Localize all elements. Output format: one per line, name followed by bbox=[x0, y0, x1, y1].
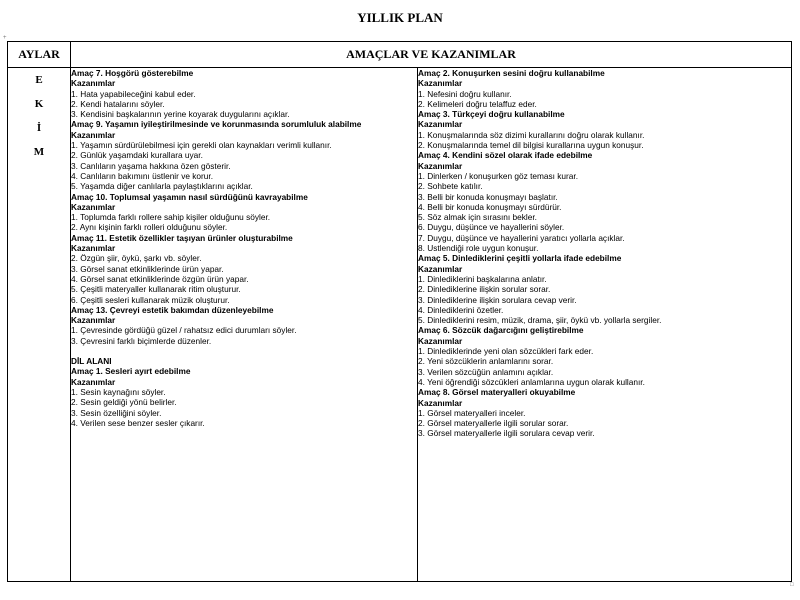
outcomes-label: Kazanımlar bbox=[418, 263, 463, 274]
outcomes-label: Kazanımlar bbox=[71, 78, 116, 89]
corner-mark-top-left: + bbox=[3, 35, 7, 41]
right-goals-column bbox=[418, 68, 792, 582]
outcome-item: 2. Kendi hatalarını söyler. bbox=[71, 98, 165, 109]
outcome-item: 5. Dinlediklerini resim, müzik, drama, şiir, öykü vb. yollarla sergiler. bbox=[418, 315, 662, 326]
corner-mark-bottom-right: □ bbox=[790, 582, 794, 588]
outcomes-label: Kazanımlar bbox=[71, 201, 116, 212]
outcomes-label: Kazanımlar bbox=[71, 315, 116, 326]
outcomes-label: Kazanımlar bbox=[71, 243, 116, 254]
outcome-item: 2. Günlük yaşamdaki kurallara uyar. bbox=[71, 150, 203, 161]
goal-block bbox=[418, 253, 791, 325]
outcome-item: 2. Sesin geldiği yönü belirler. bbox=[71, 397, 177, 408]
outcomes-label: Kazanımlar bbox=[71, 376, 116, 387]
outcome-item: 1. Dinlerken / konuşurken göz teması kurar. bbox=[418, 170, 579, 181]
outcome-item: 1. Yaşamın sürdürülebilmesi için gerekli olan kaynakları verimli kullanır. bbox=[71, 140, 332, 151]
outcomes-label: Kazanımlar bbox=[418, 397, 463, 408]
outcome-item: 1. Nefesini doğru kullanır. bbox=[418, 88, 512, 99]
outcome-item: 4. Yeni öğrendiği sözcükleri anlamlarına uygun olarak kullanır. bbox=[418, 376, 645, 387]
page-title: YILLIK PLAN bbox=[357, 10, 443, 25]
outcome-item: 3. Verilen sözcüğün anlamını açıklar. bbox=[418, 366, 554, 377]
outcome-item: 1. Toplumda farklı rollere sahip kişiler olduğunu söyler. bbox=[71, 212, 271, 223]
outcome-item: 1. Görsel materyalleri inceler. bbox=[418, 407, 526, 418]
outcome-item: 6. Duygu, düşünce ve hayallerini söyler. bbox=[418, 222, 565, 233]
goal-block bbox=[71, 68, 417, 119]
goal-title: Amaç 5. Dinlediklerini çeşitli yollarla ifade edebilme bbox=[418, 253, 622, 264]
outcome-item: 2. Görsel materyallerle ilgili sorular sorar. bbox=[418, 418, 569, 429]
goal-block bbox=[71, 192, 417, 233]
outcome-item: 3. Görsel materyallerle ilgili sorulara cevap verir. bbox=[418, 428, 595, 439]
content-row bbox=[8, 68, 792, 582]
goal-block bbox=[418, 387, 791, 438]
plan-table bbox=[7, 41, 792, 582]
outcome-item: 3. Canlıların yaşama hakkına özen gösterir. bbox=[71, 160, 231, 171]
outcome-item: 3. Dinlediklerine ilişkin sorulara cevap verir. bbox=[418, 294, 577, 305]
outcome-item: 3. Kendisini başkalarının yerine koyarak duygularını açıklar. bbox=[71, 109, 290, 120]
month-letter: E bbox=[35, 74, 43, 86]
outcome-item: 1. Çevresinde gördüğü güzel / rahatsız edici durumları söyler. bbox=[71, 325, 297, 336]
outcome-item: 1. Hata yapabileceğini kabul eder. bbox=[71, 88, 196, 99]
goal-title: Amaç 8. Görsel materyalleri okuyabilme bbox=[418, 387, 576, 398]
goal-block bbox=[71, 356, 417, 428]
outcome-item: 7. Duygu, düşünce ve hayallerini yaratıcı yollarla açıklar. bbox=[418, 232, 625, 243]
left-goals-column bbox=[71, 68, 418, 582]
goal-block bbox=[418, 68, 791, 109]
goal-title: Amaç 6. Sözcük dağarcığını geliştirebilme bbox=[418, 325, 584, 336]
goal-title: Amaç 10. Toplumsal yaşamın nasıl sürdüğünü kavrayabilme bbox=[71, 191, 308, 202]
month-letter: İ bbox=[36, 122, 42, 134]
goal-title: Amaç 13. Çevreyi estetik bakımdan düzenleyebilme bbox=[71, 304, 274, 315]
header-row bbox=[8, 42, 792, 68]
goal-title: Amaç 4. Kendini sözel olarak ifade edebilme bbox=[418, 150, 593, 161]
goal-block bbox=[418, 150, 791, 253]
outcome-item: 6. Çeşitli sesleri kullanarak müzik oluşturur. bbox=[71, 294, 230, 305]
months-header: AYLAR bbox=[8, 42, 71, 68]
outcome-item: 3. Sesin özelliğini söyler. bbox=[71, 407, 162, 418]
outcome-item: 8. Ustlendiği role uygun konuşur. bbox=[418, 243, 539, 254]
goals-header: AMAÇLAR VE KAZANIMLAR bbox=[71, 42, 792, 68]
outcome-item: 3. Çevresini farklı biçimlerde düzenler. bbox=[71, 335, 212, 346]
outcome-item: 3. Görsel sanat etkinliklerinde ürün yapar. bbox=[71, 263, 224, 274]
outcomes-label: Kazanımlar bbox=[418, 160, 463, 171]
goal-title: Amaç 9. Yaşamın iyileştirilmesinde ve korunmasında sorumluluk alabilme bbox=[71, 119, 362, 130]
outcome-item: 2. Sohbete katılır. bbox=[418, 181, 483, 192]
outcome-item: 5. Çeşitli materyaller kullanarak ritim oluşturur. bbox=[71, 284, 241, 295]
month-cell bbox=[8, 68, 71, 582]
outcome-item: 5. Söz almak için sırasını bekler. bbox=[418, 212, 537, 223]
outcome-item: 2. Konuşmalarında temel dil bilgisi kurallarına uygun konuşur. bbox=[418, 140, 644, 151]
outcome-item: 2. Dinlediklerine ilişkin sorular sorar. bbox=[418, 284, 551, 295]
outcome-item: 4. Görsel sanat etkinliklerinde özgün ürün yapar. bbox=[71, 273, 249, 284]
outcome-item: 3. Belli bir konuda konuşmayı başlatır. bbox=[418, 191, 558, 202]
outcome-item: 1. Sesin kaynağını söyler. bbox=[71, 386, 166, 397]
outcome-item: 1. Dinlediklerini başkalarına anlatır. bbox=[418, 273, 547, 284]
outcomes-label: Kazanımlar bbox=[418, 119, 463, 130]
outcome-item: 2. Yeni sözcüklerin anlamlarını sorar. bbox=[418, 356, 554, 367]
outcome-item: 2. Aynı kişinin farklı rolleri olduğunu söyler. bbox=[71, 222, 228, 233]
goal-block bbox=[71, 305, 417, 346]
outcome-item: 4. Canlıların bakımını üstlenir ve korur. bbox=[71, 170, 214, 181]
month-letter: K bbox=[34, 98, 44, 110]
goal-block bbox=[418, 109, 791, 150]
outcome-item: 1. Dinlediklerinde yeni olan sözcükleri fark eder. bbox=[418, 346, 594, 357]
outcome-item: 4. Verilen sese benzer sesler çıkarır. bbox=[71, 417, 205, 428]
section-title: DİL ALANI bbox=[71, 356, 112, 367]
month-letter: M bbox=[33, 146, 45, 158]
outcomes-label: Kazanımlar bbox=[418, 78, 463, 89]
outcome-item: 1. Konuşmalarında söz dizimi kurallarını doğru olarak kullanır. bbox=[418, 129, 645, 140]
goal-title: Amaç 7. Hoşgörü gösterebilme bbox=[71, 68, 194, 78]
goal-title: Amaç 1. Sesleri ayırt edebilme bbox=[71, 366, 191, 377]
outcomes-label: Kazanımlar bbox=[71, 129, 116, 140]
goal-block bbox=[71, 233, 417, 305]
outcome-item: 2. Kelimeleri doğru telaffuz eder. bbox=[418, 98, 537, 109]
goal-title: Amaç 3. Türkçeyi doğru kullanabilme bbox=[418, 109, 565, 120]
goal-title: Amaç 11. Estetik özellikler taşıyan ürünler oluşturabilme bbox=[71, 232, 293, 243]
outcome-item: 4. Belli bir konuda konuşmayı sürdürür. bbox=[418, 201, 562, 212]
outcome-item: 2. Özgün şiir, öykü, şarkı vb. söyler. bbox=[71, 253, 202, 264]
goal-block bbox=[418, 325, 791, 387]
goal-block bbox=[71, 119, 417, 191]
outcome-item: 4. Dinlediklerini özetler. bbox=[418, 304, 504, 315]
outcomes-label: Kazanımlar bbox=[418, 335, 463, 346]
goal-title: Amaç 2. Konuşurken sesini doğru kullanabilme bbox=[418, 68, 605, 78]
outcome-item: 5. Yaşamda diğer canlılarla paylaştıklarını açıklar. bbox=[71, 181, 253, 192]
